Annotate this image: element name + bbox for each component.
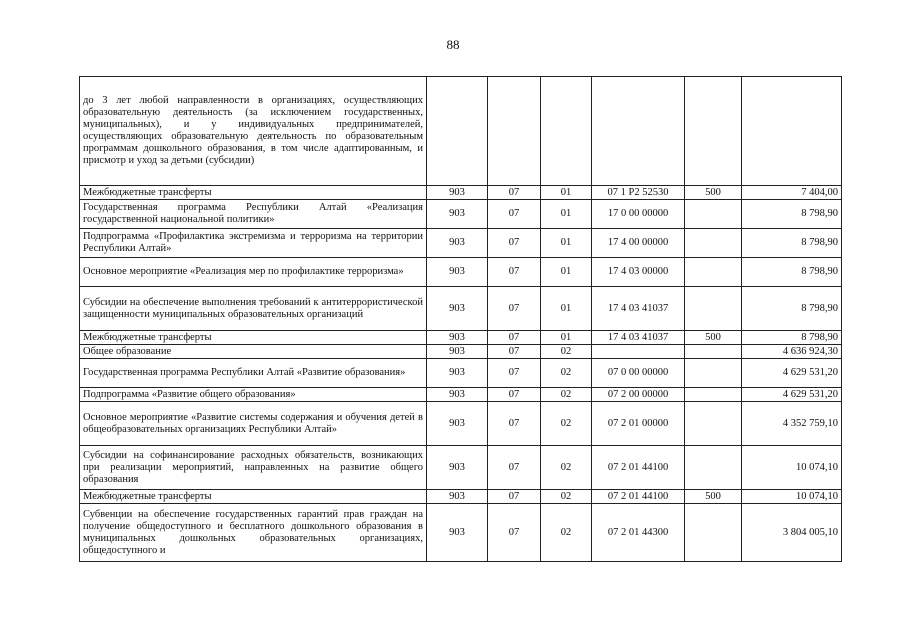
table-row xyxy=(80,388,842,402)
row-section-code: 07 xyxy=(488,200,541,229)
row-grbs-code: 903 xyxy=(427,186,488,200)
row-target-article: 17 4 03 00000 xyxy=(592,258,685,287)
row-subsection-code: 02 xyxy=(541,345,592,359)
table-row xyxy=(80,504,842,562)
row-expense-type xyxy=(685,229,742,258)
row-section-code: 07 xyxy=(488,287,541,331)
row-target-article: 07 2 01 44100 xyxy=(592,446,685,490)
row-subsection-code: 01 xyxy=(541,200,592,229)
table-row xyxy=(80,287,842,331)
row-expense-type xyxy=(685,446,742,490)
row-section-code: 07 xyxy=(488,186,541,200)
row-subsection-code: 02 xyxy=(541,402,592,446)
row-target-article: 17 4 03 41037 xyxy=(592,287,685,331)
row-section-code: 07 xyxy=(488,504,541,562)
row-name: Основное мероприятие «Развитие системы содержания и обучения детей в общеобразовательных организациях Республики Алтай» xyxy=(80,402,427,446)
row-target-article: 07 2 01 44300 xyxy=(592,504,685,562)
row-amount: 8 798,90 xyxy=(742,229,842,258)
row-expense-type: 500 xyxy=(685,490,742,504)
row-section-code: 07 xyxy=(488,331,541,345)
row-expense-type: 500 xyxy=(685,186,742,200)
table-row xyxy=(80,200,842,229)
row-grbs-code: 903 xyxy=(427,287,488,331)
row-grbs-code: 903 xyxy=(427,345,488,359)
row-amount: 7 404,00 xyxy=(742,186,842,200)
row-section-code xyxy=(488,77,541,186)
row-subsection-code: 01 xyxy=(541,287,592,331)
row-amount: 8 798,90 xyxy=(742,331,842,345)
row-subsection-code: 01 xyxy=(541,331,592,345)
row-amount xyxy=(742,77,842,186)
row-subsection-code: 01 xyxy=(541,258,592,287)
row-amount: 4 352 759,10 xyxy=(742,402,842,446)
row-target-article: 07 2 01 44100 xyxy=(592,490,685,504)
row-amount: 8 798,90 xyxy=(742,200,842,229)
row-section-code: 07 xyxy=(488,359,541,388)
row-amount: 10 074,10 xyxy=(742,446,842,490)
row-amount: 4 629 531,20 xyxy=(742,388,842,402)
table-row xyxy=(80,359,842,388)
row-target-article: 17 4 03 41037 xyxy=(592,331,685,345)
row-amount: 4 636 924,30 xyxy=(742,345,842,359)
row-section-code: 07 xyxy=(488,446,541,490)
row-subsection-code: 02 xyxy=(541,359,592,388)
row-section-code: 07 xyxy=(488,402,541,446)
row-target-article: 07 0 00 00000 xyxy=(592,359,685,388)
row-expense-type xyxy=(685,287,742,331)
row-name: Субсидии на софинансирование расходных обязательств, возникающих при реализации мероприятий, направленных на развитие общего образования xyxy=(80,446,427,490)
row-section-code: 07 xyxy=(488,229,541,258)
row-expense-type xyxy=(685,388,742,402)
row-name: Субсидии на обеспечение выполнения требований к антитеррористической защищенности муниципальных образовательных организаций xyxy=(80,287,427,331)
row-grbs-code: 903 xyxy=(427,504,488,562)
row-grbs-code: 903 xyxy=(427,200,488,229)
row-target-article: 07 2 01 00000 xyxy=(592,402,685,446)
row-amount: 8 798,90 xyxy=(742,287,842,331)
row-name: Государственная программа Республики Алтай «Реализация государственной национальной политики» xyxy=(80,200,427,229)
row-grbs-code: 903 xyxy=(427,258,488,287)
row-subsection-code xyxy=(541,77,592,186)
row-expense-type xyxy=(685,359,742,388)
row-name: Государственная программа Республики Алтай «Развитие образования» xyxy=(80,359,427,388)
row-name: Подпрограмма «Развитие общего образования» xyxy=(80,388,427,402)
table-row xyxy=(80,331,842,345)
row-target-article xyxy=(592,77,685,186)
row-subsection-code: 02 xyxy=(541,446,592,490)
row-amount: 10 074,10 xyxy=(742,490,842,504)
row-subsection-code: 02 xyxy=(541,504,592,562)
row-name: Межбюджетные трансферты xyxy=(80,331,427,345)
row-grbs-code: 903 xyxy=(427,331,488,345)
row-subsection-code: 01 xyxy=(541,229,592,258)
row-amount: 4 629 531,20 xyxy=(742,359,842,388)
row-subsection-code: 01 xyxy=(541,186,592,200)
row-target-article: 07 1 P2 52530 xyxy=(592,186,685,200)
row-target-article: 17 4 00 00000 xyxy=(592,229,685,258)
row-subsection-code: 02 xyxy=(541,388,592,402)
row-amount: 3 804 005,10 xyxy=(742,504,842,562)
row-grbs-code: 903 xyxy=(427,490,488,504)
row-section-code: 07 xyxy=(488,258,541,287)
row-grbs-code: 903 xyxy=(427,229,488,258)
table-row xyxy=(80,345,842,359)
row-grbs-code: 903 xyxy=(427,402,488,446)
page-number: 88 xyxy=(446,37,460,52)
row-grbs-code: 903 xyxy=(427,446,488,490)
row-expense-type: 500 xyxy=(685,331,742,345)
row-expense-type xyxy=(685,258,742,287)
row-expense-type xyxy=(685,345,742,359)
row-target-article xyxy=(592,345,685,359)
row-name: Межбюджетные трансферты xyxy=(80,490,427,504)
row-section-code: 07 xyxy=(488,345,541,359)
budget-table xyxy=(79,76,842,562)
table-row xyxy=(80,229,842,258)
table-row xyxy=(80,490,842,504)
row-grbs-code xyxy=(427,77,488,186)
row-name: Общее образование xyxy=(80,345,427,359)
row-expense-type xyxy=(685,200,742,229)
row-grbs-code: 903 xyxy=(427,359,488,388)
table-row xyxy=(80,446,842,490)
row-expense-type xyxy=(685,77,742,186)
table-row xyxy=(80,77,842,186)
row-subsection-code: 02 xyxy=(541,490,592,504)
row-target-article: 07 2 00 00000 xyxy=(592,388,685,402)
row-grbs-code: 903 xyxy=(427,388,488,402)
table-row xyxy=(80,402,842,446)
row-name: Межбюджетные трансферты xyxy=(80,186,427,200)
row-name: Подпрограмма «Профилактика экстремизма и терроризма на территории Республики Алтай» xyxy=(80,229,427,258)
row-expense-type xyxy=(685,504,742,562)
row-section-code: 07 xyxy=(488,490,541,504)
row-name: Субвенции на обеспечение государственных гарантий прав граждан на получение общедоступного и бесплатного дошкольного образования в муниципальных дошкольных образовательных организациях, общедоступного и xyxy=(80,504,427,562)
table-row xyxy=(80,186,842,200)
row-target-article: 17 0 00 00000 xyxy=(592,200,685,229)
row-name: до 3 лет любой направленности в организациях, осуществляющих образовательную деятельность (за исключением государственных, муниципальных), и у индивидуальных предпринимателей, осуществляющих образовательную деятельность по образовательным программам дошкольного образования, в том числе адаптированным, и присмотр и уход за детьми (субсидии) xyxy=(80,77,427,186)
row-name: Основное мероприятие «Реализация мер по профилактике терроризма» xyxy=(80,258,427,287)
row-expense-type xyxy=(685,402,742,446)
table-row xyxy=(80,258,842,287)
row-section-code: 07 xyxy=(488,388,541,402)
row-amount: 8 798,90 xyxy=(742,258,842,287)
